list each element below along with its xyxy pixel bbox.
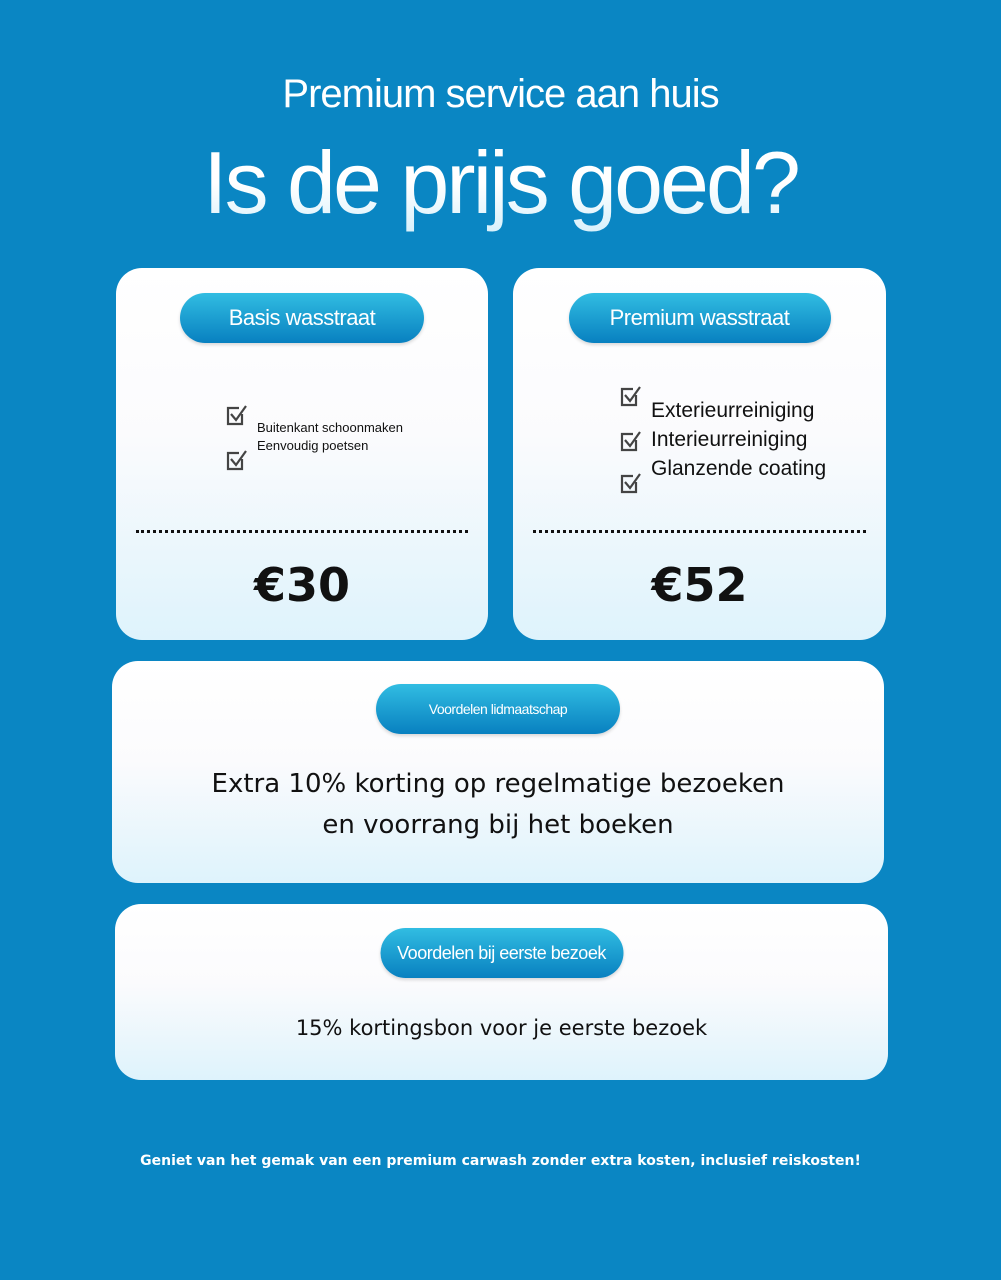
basis-label: Basis wasstraat (180, 293, 424, 343)
membership-text-line1: Extra 10% korting op regelmatige bezoeken (211, 769, 785, 799)
feature-text: Buitenkant schoonmaken (257, 420, 403, 435)
membership-text-line2: en voorrang bij het boeken (322, 810, 674, 840)
checkbox-checked-icon (620, 430, 642, 452)
basis-price: €30 (253, 558, 351, 612)
page-title: Is de prijs goed? (0, 132, 1001, 234)
feature-text: Interieurreiniging (651, 428, 808, 451)
first-visit-label: Voordelen bij eerste bezoek (380, 928, 623, 978)
feature-text: Eenvoudig poetsen (257, 438, 369, 453)
first-visit-text: 15% kortingsbon voor je eerste bezoek (295, 1016, 708, 1040)
checkbox-checked-icon (226, 449, 248, 471)
checkbox-checked-icon (226, 404, 248, 426)
checkbox-checked-icon (620, 385, 642, 407)
premium-card (513, 268, 886, 640)
checkbox-checked-icon (620, 472, 642, 494)
first-visit-card (115, 904, 888, 1080)
feature-text: Exterieurreiniging (651, 399, 815, 422)
subtitle: Premium service aan huis (282, 72, 719, 116)
feature-text: Glanzende coating (651, 457, 827, 480)
footer-text: Geniet van het gemak van een premium carwash zonder extra kosten, inclusief reiskosten! (140, 1153, 861, 1169)
divider (136, 530, 468, 533)
membership-card (112, 661, 884, 883)
premium-price: €52 (651, 558, 748, 612)
divider (533, 530, 866, 533)
basis-card (116, 268, 488, 640)
premium-label: Premium wasstraat (569, 293, 831, 343)
membership-label: Voordelen lidmaatschap (376, 684, 620, 734)
